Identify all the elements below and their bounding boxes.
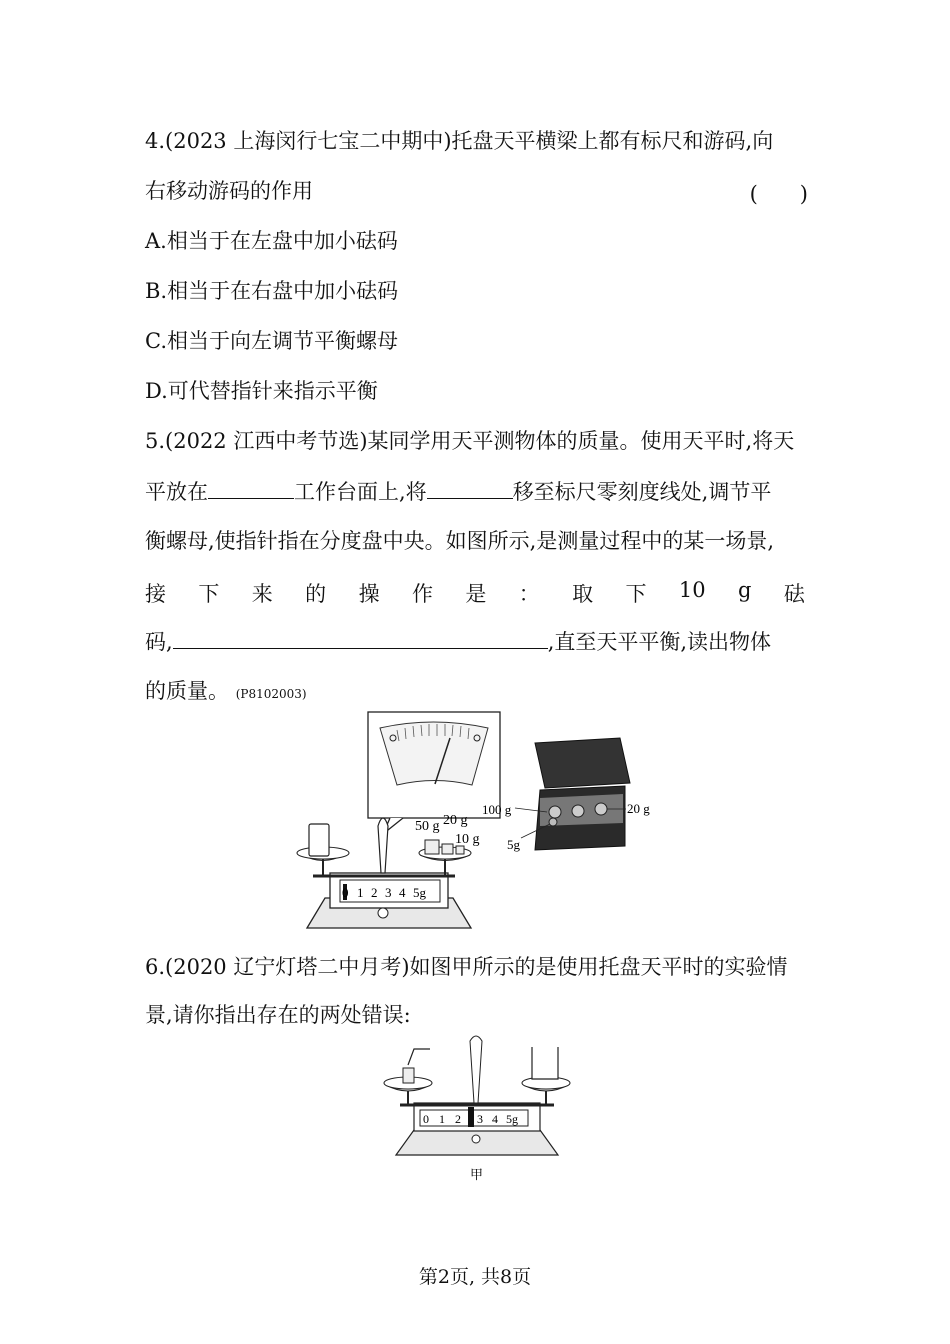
word: 是 — [465, 582, 487, 606]
scale-tick-label: 1 — [357, 885, 364, 900]
fill-blank-1[interactable] — [208, 478, 294, 499]
q5-line-5 — [145, 628, 771, 655]
word: 10 — [678, 578, 706, 602]
q5-line-2-c: 移至标尺零刻度线处,调节平 — [512, 480, 772, 504]
q5-line-3: 衡螺母,使指针指在分度盘中央。如图所示,是测量过程中的某一场景, — [145, 529, 775, 553]
balance-figure-q5 — [285, 708, 670, 938]
scale-tick-label: 3 — [477, 1112, 483, 1126]
q4-option-c: C.相当于向左调节平衡螺母 — [145, 329, 398, 353]
q4-option-a: A.相当于在左盘中加小砝码 — [145, 229, 398, 253]
scale-tick-label: 5g — [413, 885, 426, 900]
q6-line-1: 6.(2020 辽宁灯塔二中月考)如图甲所示的是使用托盘天平时的实验情 — [145, 955, 788, 979]
weight-on-left-pan — [403, 1068, 414, 1083]
label-10g: 10 g — [455, 832, 480, 847]
scale-tick-label: 2 — [455, 1112, 461, 1126]
balance — [297, 818, 471, 928]
scale-tick-label: 5g — [506, 1112, 518, 1126]
q4-option-d: D.可代替指针来指示平衡 — [145, 379, 378, 403]
scale-tick-label: 1 — [439, 1112, 445, 1126]
word: 下 — [198, 582, 220, 606]
label-50g: 50 g — [415, 819, 440, 834]
object — [309, 824, 329, 856]
scale-tick-label: 0 — [423, 1112, 429, 1126]
q5-line-2-a: 平放在 — [145, 480, 208, 504]
word: 操 — [358, 582, 380, 606]
beaker — [532, 1047, 558, 1079]
scale-tick-label: 4 — [399, 885, 406, 900]
label-box-5g: 5g — [507, 837, 520, 852]
q4-line-1: 4.(2023 上海闵行七宝二中期中)托盘天平横梁上都有标尺和游码,向 — [145, 129, 774, 153]
word: 接 — [145, 582, 166, 606]
answer-paren: ( ) — [749, 182, 808, 206]
dial-callout — [368, 712, 500, 834]
question-code: (P8102003) — [235, 687, 307, 701]
word: 取 — [572, 582, 594, 606]
q6-line-2: 景,请你指出存在的两处错误: — [145, 1003, 411, 1027]
q5-line-6 — [145, 678, 307, 707]
q5-line-4 — [145, 578, 805, 608]
word: 下 — [625, 582, 647, 606]
q4-option-b: B.相当于在右盘中加小砝码 — [145, 279, 399, 303]
q5-line-2 — [145, 478, 771, 505]
word: 的 — [305, 582, 327, 606]
q5-line-5-a: 码, — [145, 630, 173, 654]
q5-line-2-b: 工作台面上,将 — [294, 480, 427, 504]
q4-line-2: 右移动游码的作用 — [145, 179, 313, 203]
scale-tick-label: 4 — [492, 1112, 498, 1126]
fill-blank-2[interactable] — [427, 478, 513, 499]
q5-line-6-text: 的质量。 — [145, 679, 229, 703]
word: ： — [518, 582, 540, 606]
fill-blank-3[interactable] — [173, 628, 548, 649]
label-20g: 20 g — [443, 813, 468, 828]
word: 来 — [251, 582, 273, 606]
rider — [468, 1107, 474, 1127]
q5-line-5-b: ,直至天平平衡,读出物体 — [547, 630, 772, 654]
weight-box — [535, 738, 630, 850]
word: 作 — [411, 582, 433, 606]
label-box-100g: 100 g — [482, 802, 512, 817]
scale-tick-label: 3 — [385, 885, 392, 900]
page-number: 第2页, 共8页 — [418, 1266, 532, 1288]
word: 砝 — [783, 582, 805, 606]
scale-tick-label: 2 — [371, 885, 378, 900]
balance-figure-q6 — [378, 1035, 574, 1185]
scale-tick-label: 0 — [342, 885, 349, 900]
q5-line-1: 5.(2022 江西中考节选)某同学用天平测物体的质量。使用天平时,将天 — [145, 429, 795, 453]
hand-with-fingers — [408, 1049, 430, 1065]
balance-jia — [384, 1036, 570, 1155]
label-box-20g: 20 g — [627, 801, 650, 816]
word: g — [738, 578, 752, 602]
figure-caption: 甲 — [470, 1167, 484, 1182]
